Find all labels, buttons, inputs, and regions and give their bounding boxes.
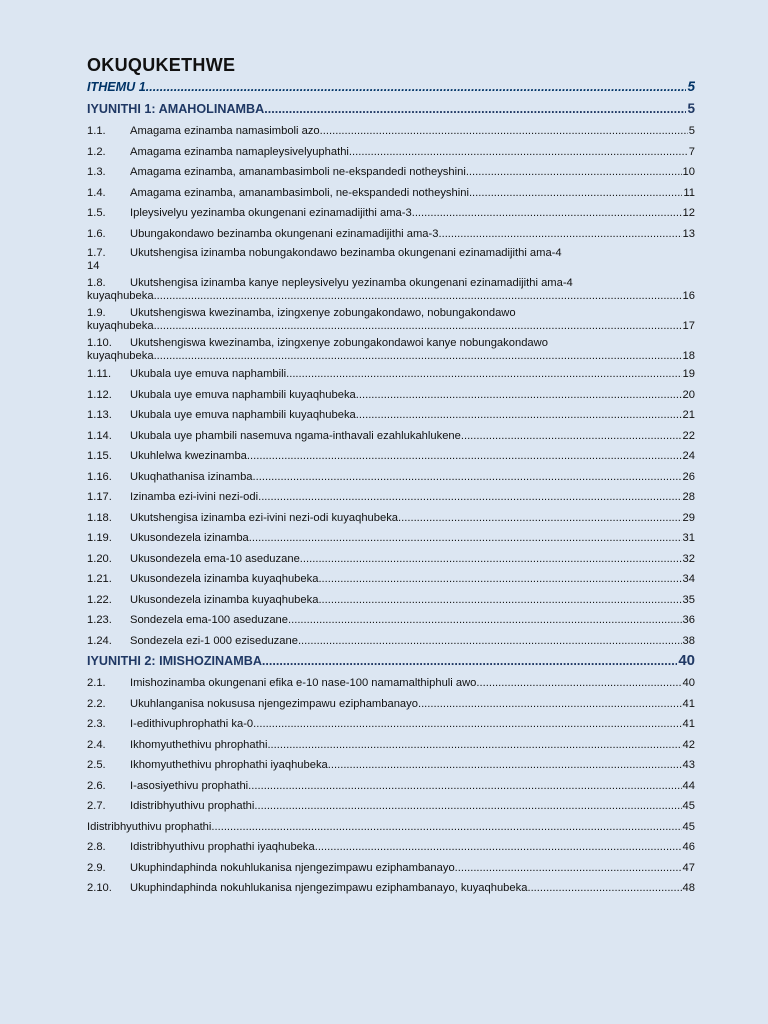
dot-leader <box>398 511 682 525</box>
toc-page-number: 45 <box>682 820 695 833</box>
toc-entry[interactable] <box>87 572 695 593</box>
toc-page-number: 45 <box>682 800 695 812</box>
toc-entry-text: Ukubala uye emuva naphambili kuyaqhubeka <box>130 388 356 401</box>
toc-page-number: 21 <box>682 409 695 421</box>
toc-entry-text: Ukuphindaphinda nokuhlukanisa njengezimpawu eziphambanayo <box>130 861 455 874</box>
dot-leader <box>154 320 683 333</box>
toc-entry[interactable] <box>87 124 695 145</box>
toc-theme-label: ITHEMU 1 <box>87 80 146 94</box>
toc-entry-text: Ukubala uye emuva naphambili <box>130 368 287 380</box>
toc-entry-number: 1.22. <box>87 593 112 606</box>
toc-entry-text: I-edithivuphrophathi ka-0 <box>130 718 254 730</box>
toc-entry[interactable] <box>87 840 695 861</box>
toc-entry-text: Imishozinamba okungenani efika e-10 nase-100 namamalthiphuli awo. <box>130 677 480 689</box>
toc-page-number: 38 <box>682 634 695 647</box>
dot-leader <box>254 799 681 813</box>
toc-entry[interactable] <box>87 511 695 532</box>
toc-entry-number: 1.21. <box>87 573 112 585</box>
toc-entry[interactable] <box>87 337 695 363</box>
dot-leader <box>247 449 682 463</box>
toc-entry[interactable] <box>87 779 695 800</box>
toc-page-number: 35 <box>682 593 695 606</box>
toc-entry-text: Amagama ezinamba namapleysivelyuphathi. <box>130 145 353 158</box>
toc-page-number: 46 <box>682 841 695 853</box>
toc-entry-number: 2.4. <box>87 738 106 751</box>
dot-leader <box>258 490 681 504</box>
toc-page-number: 40 <box>678 654 695 669</box>
toc-page-number: 16 <box>682 290 695 302</box>
toc-page-number: 32 <box>682 552 695 565</box>
toc-entry-continuation: kuyaqhubeka <box>87 290 154 302</box>
dot-leader <box>318 593 681 607</box>
toc-entry-number: 1.2. <box>87 145 106 158</box>
toc-entry[interactable] <box>87 490 695 511</box>
toc-entry-text: Ukusondezela izinamba <box>130 532 249 544</box>
toc-page-number: 10 <box>682 166 695 178</box>
toc-unit-label: IYUNITHI 2: IMISHOZINAMBA <box>87 654 262 668</box>
dot-leader <box>438 227 681 241</box>
toc-entry-number: 1.12. <box>87 388 112 401</box>
toc-page-number: 12 <box>682 207 695 219</box>
toc-page-number: 43 <box>682 759 695 771</box>
toc-entry-number: 2.5. <box>87 759 106 771</box>
dot-leader <box>531 881 682 895</box>
toc-entry-number: 1.5. <box>87 207 106 219</box>
dot-leader <box>253 470 682 484</box>
toc-page-number: 47 <box>682 861 695 874</box>
toc-entry-text: Idistribhyuthivu prophathi <box>87 820 212 833</box>
toc-entry-text: Ipleysivelyu yezinamba okungenani ezinamadijithi ama-3 <box>130 207 412 219</box>
toc-entry-continuation: kuyaqhubeka <box>87 320 154 332</box>
toc-page-number: 26 <box>682 470 695 483</box>
dot-leader <box>286 367 681 381</box>
toc-entry-number: 1.17. <box>87 491 112 503</box>
toc-unit-heading[interactable] <box>87 102 695 124</box>
toc-entry[interactable] <box>87 738 695 759</box>
toc-unit-heading[interactable] <box>87 654 695 676</box>
toc-entry-text: Ukutshengisa izinamba ezi-ivini nezi-odi kuyaqhubeka <box>130 511 399 524</box>
toc-title: OKUQUKETHWE <box>87 55 236 75</box>
toc-entry-number: 1.18. <box>87 511 112 524</box>
toc-entry-text: Amagama ezinamba, amanambasimboli, ne-ekspandedi notheyshini <box>130 186 469 199</box>
dot-leader <box>264 102 686 116</box>
toc-entry-text: Ukubala uye phambili nasemuva ngama-inthavali ezahlukahlukene <box>130 429 461 442</box>
toc-unit-label: IYUNITHI 1: AMAHOLINAMBA <box>87 102 265 116</box>
dot-leader <box>461 429 682 443</box>
toc-entry-number: 1.7. <box>87 247 106 259</box>
toc-entry[interactable] <box>87 449 695 470</box>
toc-entry-text: Amagama ezinamba, amanambasimboli ne-ekspandedi notheyshini <box>130 166 466 178</box>
dot-leader <box>352 145 688 159</box>
toc-entry-number: 2.7. <box>87 800 106 812</box>
toc-entry-text: Ukutshengisa izinamba kanye nepleysivelyu yezinamba okungenani ezinamadijithi ama-4 <box>130 277 573 289</box>
toc-entry-number: 2.9. <box>87 861 106 874</box>
dot-leader <box>356 388 682 402</box>
dot-leader <box>328 758 682 772</box>
toc-entry-text: Ukusondezela ema-10 aseduzane <box>130 552 300 565</box>
dot-leader <box>267 738 681 752</box>
toc-page-number: 41 <box>682 718 695 730</box>
toc-entry-text: Ukuhlelwa kwezinamba <box>130 450 247 462</box>
dot-leader <box>466 165 682 179</box>
toc-entry-number: 2.3. <box>87 718 106 730</box>
toc-entry-text: Ukutshengisa izinamba nobungakondawo bezinamba okungenani ezinamadijithi ama-4 <box>130 247 562 259</box>
toc-page-number: 19 <box>682 368 695 380</box>
toc-entry-number: 1.3. <box>87 166 106 178</box>
toc-entry[interactable] <box>87 613 695 634</box>
toc-entry-text: Idistribhyuthivu prophathi <box>130 800 255 812</box>
toc-page-number: 40 <box>682 677 695 689</box>
toc-entry[interactable] <box>87 470 695 491</box>
toc-entry[interactable] <box>87 717 695 738</box>
toc-page-number: 48 <box>682 882 695 894</box>
toc-entry-number: 1.8. <box>87 277 106 289</box>
toc-entry-number: 1.1. <box>87 125 106 137</box>
toc-entry[interactable] <box>87 165 695 186</box>
toc-page-number: 34 <box>682 573 695 585</box>
toc-entry-text: Amagama ezinamba namasimboli azo <box>130 125 320 137</box>
dot-leader <box>318 572 681 586</box>
toc-entry[interactable] <box>87 697 695 718</box>
toc-entry[interactable] <box>87 186 695 207</box>
dot-leader <box>262 654 677 668</box>
toc-page-number: 14 <box>87 260 100 272</box>
toc-entry[interactable] <box>87 531 695 552</box>
dot-leader <box>249 531 682 545</box>
dot-leader <box>288 613 682 627</box>
toc-page-number: 7 <box>688 145 695 158</box>
toc-page-number: 31 <box>682 532 695 544</box>
dot-leader <box>455 861 682 875</box>
toc-entry[interactable] <box>87 206 695 227</box>
toc-entry-text: Ukubala uye emuva naphambili kuyaqhubeka <box>130 409 356 421</box>
toc-entry-number: 1.14. <box>87 429 112 442</box>
toc-entry-text: Ukusondezela izinamba kuyaqhubeka <box>130 593 319 606</box>
toc-page-number: 11 <box>683 186 695 199</box>
toc-page-number: 17 <box>682 320 695 332</box>
toc-entry-number: 1.4. <box>87 186 106 199</box>
toc-entry[interactable] <box>87 593 695 614</box>
toc-page-number: 22 <box>682 429 695 442</box>
toc-entry-text: Ikhomyuthethivu phrophathi <box>130 738 268 751</box>
toc-entry-text: Sondezela ezi-1 000 eziseduzane <box>130 634 298 647</box>
toc-page-number: 20 <box>682 388 695 401</box>
dot-leader <box>421 697 681 711</box>
toc-page-number: 5 <box>687 102 695 116</box>
toc-entry-number: 1.16. <box>87 470 112 483</box>
dot-leader <box>211 820 681 834</box>
toc-entry-number: 1.19. <box>87 532 112 544</box>
toc-entry-number: 1.9. <box>87 307 106 319</box>
toc-entry-number: 1.20. <box>87 552 112 565</box>
toc-page-number: 18 <box>682 350 695 362</box>
toc-entry[interactable] <box>87 861 695 882</box>
toc-entry-text: Ukutshengiswa kwezinamba, izingxenye zobungakondawo, nobungakondawo <box>130 307 516 319</box>
table-of-contents <box>87 52 695 902</box>
toc-entry-text: Idistribhyuthivu prophathi iyaqhubeka <box>130 841 315 853</box>
toc-entry[interactable] <box>87 247 695 273</box>
toc-theme-heading[interactable] <box>87 80 695 102</box>
toc-entry-text: Izinamba ezi-ivini nezi-odi <box>130 491 259 503</box>
toc-entry-text: Ikhomyuthethivu phrophathi iyaqhubeka <box>130 759 328 771</box>
dot-leader <box>469 186 682 200</box>
toc-entry-text: Ukuqhathanisa izinamba <box>130 470 253 483</box>
dot-leader <box>300 552 682 566</box>
toc-entry[interactable] <box>87 820 695 841</box>
toc-entry-number: 1.24. <box>87 634 112 647</box>
toc-page-number: 41 <box>682 697 695 710</box>
toc-entry-number: 2.10. <box>87 882 112 894</box>
toc-page-number: 42 <box>682 738 695 751</box>
toc-entry-number: 1.13. <box>87 409 112 421</box>
dot-leader <box>356 408 682 422</box>
toc-entry[interactable] <box>87 676 695 697</box>
dot-leader <box>315 840 682 854</box>
toc-page-number: 5 <box>688 125 695 137</box>
dot-leader <box>146 80 687 94</box>
toc-page-number: 44 <box>682 779 695 792</box>
toc-entry-number: 2.8. <box>87 841 106 853</box>
toc-entry-text: Sondezela ema-100 aseduzane <box>130 614 288 626</box>
toc-entry-text: Ukuphindaphinda nokuhlukanisa njengezimpawu eziphambanayo, kuyaqhubeka. <box>130 882 531 894</box>
dot-leader <box>248 779 681 793</box>
toc-entry[interactable] <box>87 881 695 902</box>
toc-entry[interactable] <box>87 388 695 409</box>
toc-entry-text: Ukuhlanganisa nokususa njengezimpawu eziphambanayo. <box>130 697 422 710</box>
toc-entry-text: Ukutshengiswa kwezinamba, izingxenye zobungakondawoi kanye nobungakondawo <box>130 337 548 349</box>
toc-entry[interactable] <box>87 367 695 388</box>
toc-entry-continuation: kuyaqhubeka <box>87 350 154 362</box>
toc-entry[interactable] <box>87 408 695 429</box>
toc-page-number: 24 <box>682 450 695 462</box>
dot-leader <box>480 676 682 690</box>
toc-page-number: 13 <box>682 227 695 240</box>
toc-entry-number: 1.15. <box>87 450 112 462</box>
toc-entry[interactable] <box>87 227 695 248</box>
toc-entry-number: 1.10. <box>87 337 112 349</box>
toc-entry-text: I-asosiyethivu prophathi <box>130 779 249 792</box>
toc-entry-number: 2.6. <box>87 779 106 792</box>
toc-page-number: 5 <box>687 80 695 94</box>
toc-entry[interactable] <box>87 799 695 820</box>
toc-page-number: 29 <box>682 511 695 524</box>
toc-entry-number: 1.23. <box>87 614 112 626</box>
toc-entry-number: 1.11. <box>87 368 112 380</box>
toc-entry[interactable] <box>87 145 695 166</box>
toc-entry[interactable] <box>87 758 695 779</box>
dot-leader <box>253 717 681 731</box>
toc-page-number: 36 <box>682 614 695 626</box>
dot-leader <box>412 206 682 220</box>
toc-entry[interactable] <box>87 277 695 303</box>
dot-leader <box>320 124 688 138</box>
toc-entry-text: Ukusondezela izinamba kuyaqhubeka <box>130 573 319 585</box>
toc-page-number: 28 <box>682 491 695 503</box>
toc-entry[interactable] <box>87 307 695 333</box>
toc-entry-text: Ubungakondawo bezinamba okungenani ezinamadijithi ama-3 <box>130 227 439 240</box>
toc-entry-number: 2.1. <box>87 677 106 689</box>
toc-entry-number: 2.2. <box>87 697 106 710</box>
dot-leader <box>298 634 682 648</box>
toc-entry[interactable] <box>87 634 695 655</box>
toc-entry-number: 1.6. <box>87 227 106 240</box>
dot-leader <box>154 290 683 303</box>
dot-leader <box>154 350 683 363</box>
toc-entry[interactable] <box>87 429 695 450</box>
toc-entry[interactable] <box>87 552 695 573</box>
